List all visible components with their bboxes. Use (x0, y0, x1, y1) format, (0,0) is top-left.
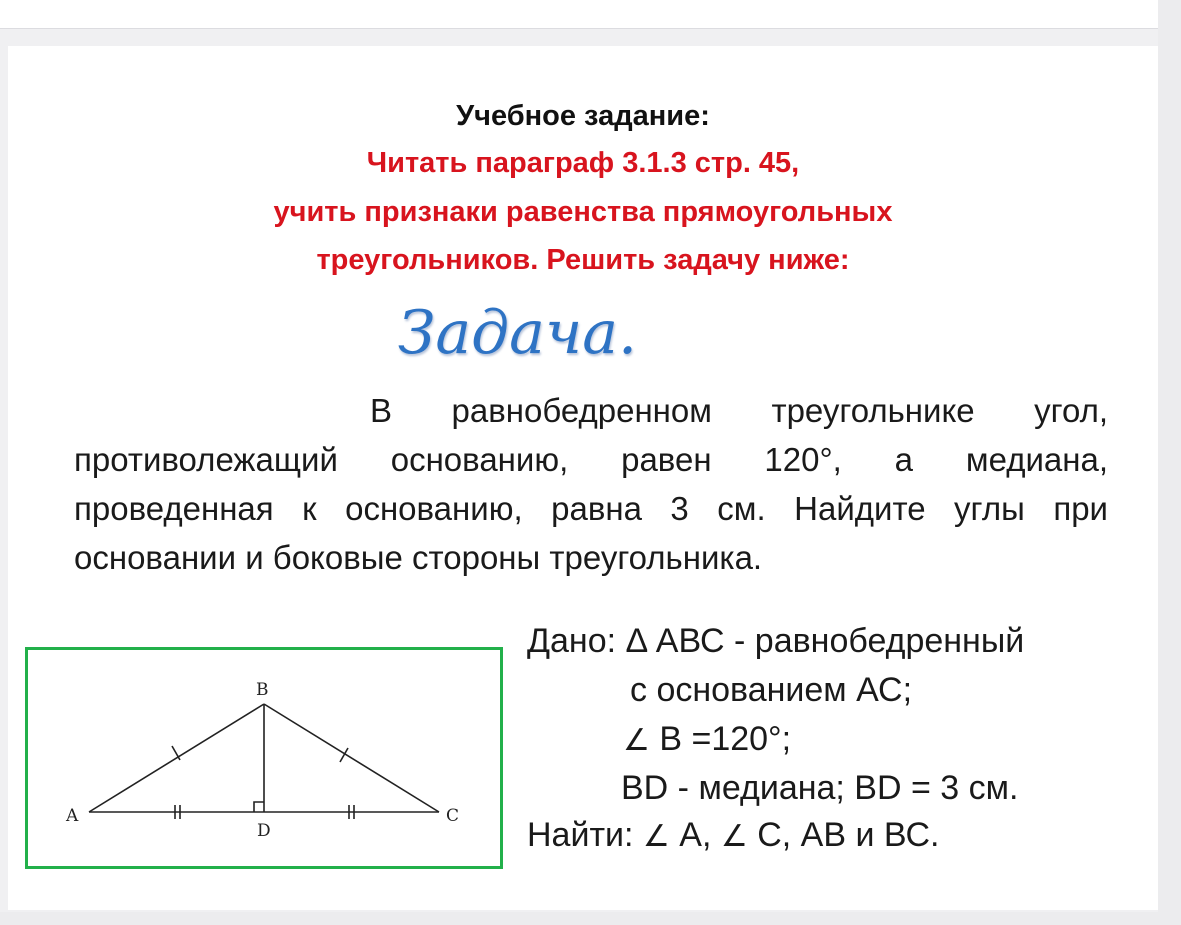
triangle-figure-box (25, 647, 503, 869)
assignment-title: Учебное задание: (456, 100, 710, 132)
angle-symbol: ∠ (720, 819, 748, 854)
problem-line-4: основании и боковые стороны треугольника. (74, 539, 763, 576)
slide-page (8, 46, 1158, 910)
vertex-label-c: C (446, 806, 460, 826)
problem-line-3: проведенная к основанию, равна 3 см. Найдите углы при (74, 490, 1108, 527)
find-prefix: Найти: (527, 816, 643, 854)
angle-symbol: ∠ (623, 723, 650, 758)
given-line-3 (623, 715, 791, 765)
side-bc (264, 704, 439, 812)
right-angle-mark (254, 802, 264, 812)
vertex-label-b: B (256, 680, 269, 700)
previous-page-edge (0, 0, 1158, 29)
problem-line-1: В равнобедренном треугольнике угол, (370, 392, 1108, 429)
viewer-scroll-gutter[interactable] (1158, 0, 1181, 925)
find-angle-c-and-sides: С, АВ и ВС. (747, 816, 940, 854)
assignment-line-1: Читать параграф 3.1.3 стр. 45, (366, 147, 800, 179)
viewer-bottom-gutter (0, 912, 1181, 925)
given-line-4: BD - медиана; BD = 3 см. (621, 769, 1019, 807)
point-label-d: D (257, 821, 271, 841)
find-angle-a: А, (669, 816, 721, 854)
task-title: Задача. (398, 298, 638, 368)
given-line-1: Дано: Δ АВС - равнобедренный (527, 622, 1025, 660)
find-line (527, 811, 939, 861)
problem-line-2: противолежащий основанию, равен 120°, а медиана, (74, 441, 1108, 478)
assignment-line-2: учить признаки равенства прямоугольных (273, 196, 893, 228)
angle-b-value: В =120°; (649, 720, 792, 758)
given-line-2: с основанием АС; (630, 671, 913, 709)
angle-symbol: ∠ (642, 819, 670, 854)
triangle-diagram (28, 650, 500, 866)
assignment-line-3: треугольников. Решить задачу ниже: (316, 244, 850, 276)
vertex-label-a: A (66, 806, 79, 826)
side-ab (89, 704, 264, 812)
